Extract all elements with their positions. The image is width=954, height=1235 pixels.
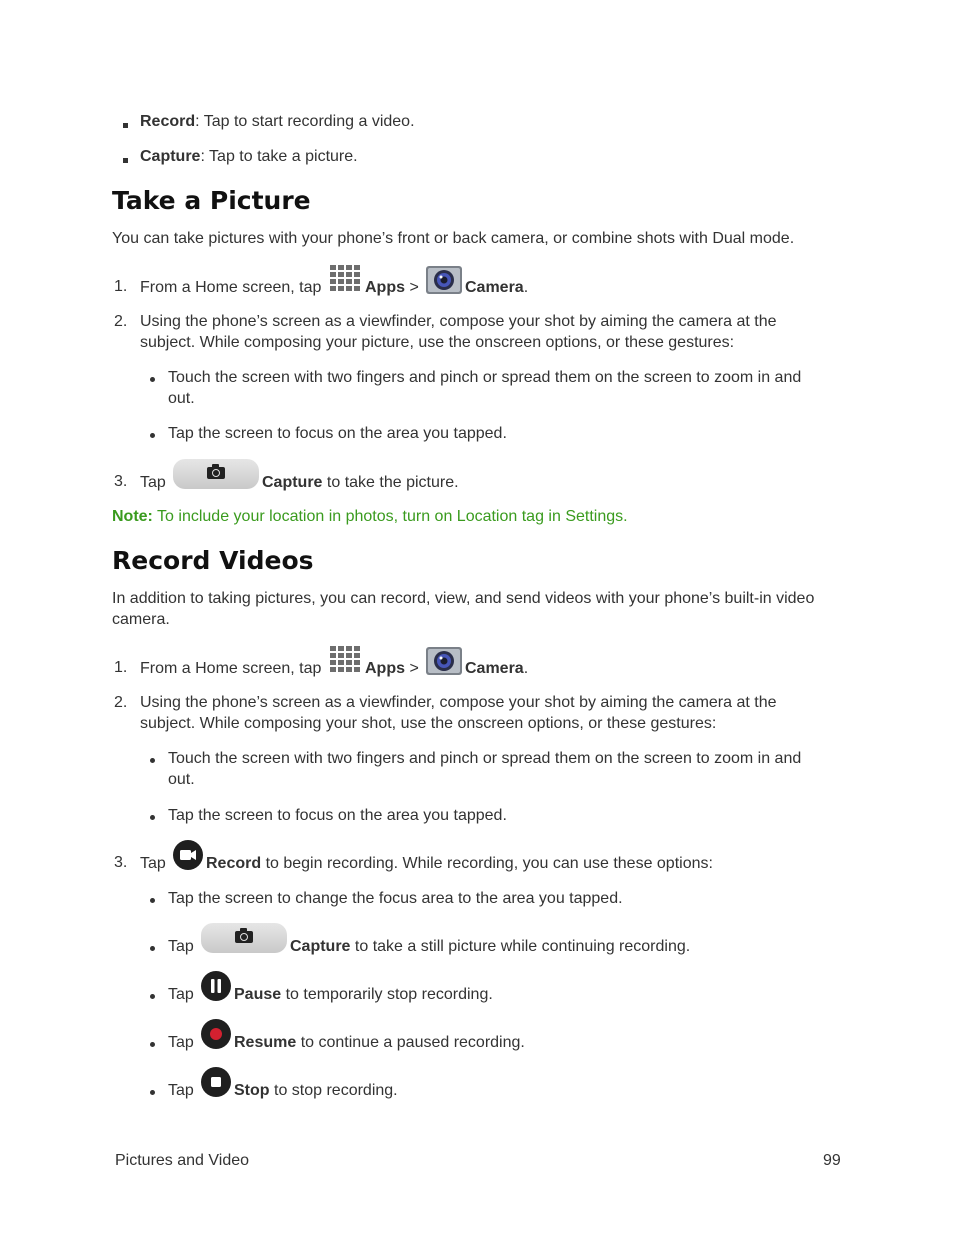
bullet-marker (123, 123, 128, 128)
focus-bullet: Tap the screen to focus on the area you tapped. (168, 425, 507, 442)
step-number: 3. (114, 854, 128, 871)
bullet-marker (150, 758, 155, 763)
resume-option (234, 1032, 525, 1053)
step-number: 1. (114, 278, 128, 295)
camera-label-line (465, 277, 528, 298)
step-number: 1. (114, 659, 128, 676)
pause-button-icon (201, 971, 231, 1001)
tap-word: Tap (168, 1034, 194, 1051)
step2-line2: subject. While composing your shot, use the onscreen options, or these gestures: (140, 715, 717, 732)
apps-label-line (365, 277, 419, 298)
tap-word: Tap (168, 1082, 194, 1099)
bullet-marker (150, 1090, 155, 1095)
stop-label: Stop (234, 1082, 270, 1099)
camera-label-line (465, 658, 528, 679)
step3-text (262, 472, 459, 493)
pause-desc: to temporarily stop recording. (281, 986, 493, 1003)
apps-label: Apps (365, 279, 405, 296)
tap-word: Tap (140, 855, 166, 872)
pause-option (234, 984, 493, 1005)
page-number: 99 (823, 1152, 841, 1169)
period: . (523, 279, 529, 296)
focus-bullet: Tap the screen to focus on the area you tapped. (168, 807, 507, 824)
focus-area-bullet: Tap the screen to change the focus area to the area you tapped. (168, 890, 623, 907)
capture-label: Capture (290, 938, 351, 955)
gesture-bullet-line1: Touch the screen with two fingers and pinch or spread them on the screen to zoom in and (168, 369, 802, 386)
apps-grid-icon (329, 264, 363, 294)
record-intro-line1: In addition to taking pictures, you can record, view, and send videos with your phone’s built-in video (112, 590, 815, 607)
tap-word: Tap (168, 938, 194, 955)
take-picture-intro: You can take pictures with your phone’s front or back camera, or combine shots with Dual mode. (112, 230, 795, 247)
capture-option (290, 936, 690, 957)
capture-desc: : Tap to take a picture. (200, 148, 358, 165)
capture-desc: to take the picture. (322, 474, 459, 491)
gesture-bullet-line2: out. (168, 390, 195, 407)
camera-label: Camera (465, 279, 524, 296)
record-desc: to begin recording. While recording, you can use these options: (261, 855, 713, 872)
stop-desc: to stop recording. (269, 1082, 398, 1099)
note-label: Note: (112, 508, 153, 525)
camera-label: Camera (465, 660, 524, 677)
record-button-icon (173, 840, 203, 870)
bullet-marker (150, 377, 155, 382)
capture-bullet (140, 146, 358, 167)
apps-label-line (365, 658, 419, 679)
pause-label: Pause (234, 986, 282, 1003)
step-number: 2. (114, 694, 128, 711)
resume-button-icon (201, 1019, 231, 1049)
note-text: To include your location in photos, turn on Location tag in Settings. (152, 508, 628, 525)
capture-button-icon (201, 923, 287, 953)
note (112, 506, 628, 527)
capture-label: Capture (140, 148, 201, 165)
record-label: Record (140, 113, 196, 130)
record-intro-line2: camera. (112, 611, 170, 628)
gesture-bullet-line2: out. (168, 771, 195, 788)
record-bullet (140, 111, 415, 132)
gesture-bullet-line1: Touch the screen with two fingers and pinch or spread them on the screen to zoom in and (168, 750, 802, 767)
camera-app-icon (425, 265, 463, 295)
take-picture-heading: Take a Picture (112, 186, 311, 215)
bullet-marker (150, 815, 155, 820)
step-number: 2. (114, 313, 128, 330)
step2-line1: Using the phone’s screen as a viewfinder, compose your shot by aiming the camera at the (140, 313, 777, 330)
footer-section: Pictures and Video (115, 1152, 250, 1169)
record-label: Record (206, 855, 262, 872)
tap-word: Tap (168, 986, 194, 1003)
record-videos-heading: Record Videos (112, 546, 314, 575)
apps-label: Apps (365, 660, 405, 677)
capture-button-icon (173, 459, 259, 489)
resume-desc: to continue a paused recording. (296, 1034, 525, 1051)
resume-label: Resume (234, 1034, 297, 1051)
tap-word: Tap (140, 474, 166, 491)
capture-label: Capture (262, 474, 323, 491)
period: . (523, 660, 529, 677)
step2-line1: Using the phone’s screen as a viewfinder, compose your shot by aiming the camera at the (140, 694, 777, 711)
separator: > (409, 279, 419, 296)
bullet-marker (150, 898, 155, 903)
record-desc: : Tap to start recording a video. (195, 113, 415, 130)
bullet-marker (150, 994, 155, 999)
step1-text: From a Home screen, tap (140, 279, 322, 296)
apps-grid-icon (329, 645, 363, 675)
bullet-marker (150, 433, 155, 438)
bullet-marker (123, 158, 128, 163)
bullet-marker (150, 1042, 155, 1047)
step2-line2: subject. While composing your picture, use the onscreen options, or these gestures: (140, 334, 735, 351)
bullet-marker (150, 946, 155, 951)
stop-button-icon (201, 1067, 231, 1097)
step-number: 3. (114, 473, 128, 490)
separator: > (409, 660, 419, 677)
capture-desc: to take a still picture while continuing recording. (350, 938, 691, 955)
stop-option (234, 1080, 398, 1101)
step1-text: From a Home screen, tap (140, 660, 322, 677)
step3-text (206, 853, 713, 874)
camera-app-icon (425, 646, 463, 676)
